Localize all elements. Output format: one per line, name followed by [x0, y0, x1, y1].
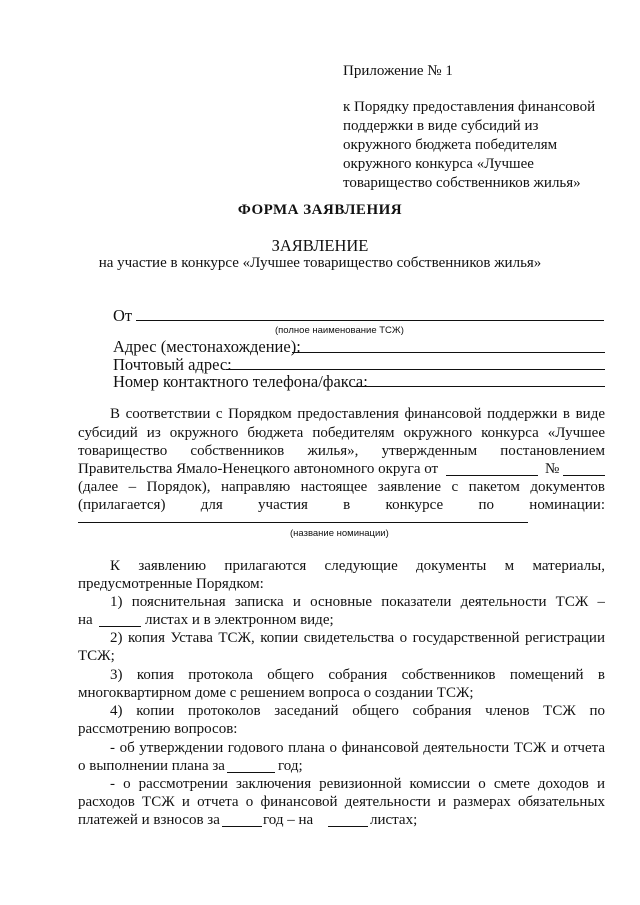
postal-field-line[interactable] — [226, 369, 605, 370]
subitem1-line-1: - об утверждении годового плана о финансовой деятельности ТСЖ и отчета — [110, 740, 605, 756]
decree-number-line[interactable] — [563, 475, 605, 476]
from-field-line[interactable] — [136, 320, 604, 321]
decree-date-line[interactable] — [446, 475, 538, 476]
para2-line-1: К заявлению прилагаются следующие документы м материалы, — [110, 558, 605, 574]
nomination-caption: (название номинации) — [290, 528, 389, 539]
item2-line-1: 2) копия Устава ТСЖ, копии свидетельства о государственной регистрации — [110, 630, 605, 646]
from-caption: (полное наименование ТСЖ) — [275, 325, 404, 336]
form-title: ФОРМА ЗАЯВЛЕНИЯ — [237, 202, 403, 218]
address-label: Адрес (местонахождение): — [113, 337, 301, 356]
appendix-line-1: к Порядку предоставления финансовой — [343, 99, 596, 115]
item3-line-1: 3) копия протокола общего собрания собственников помещений в — [110, 667, 605, 683]
para1-number-sign: № — [545, 461, 560, 477]
appendix-line-3: окружного бюджета победителям — [343, 137, 558, 153]
subitem1-line-2b: год; — [278, 758, 303, 774]
item1-line-1: 1) пояснительная записка и основные показатели деятельности ТСЖ – — [110, 594, 605, 610]
report-year-line[interactable] — [222, 826, 262, 827]
para1-line-3: товарищество собственников жилья», утвержденным постановлением — [78, 443, 605, 459]
para1-line-1: В соответствии с Порядком предоставления финансовой поддержки в виде — [110, 406, 605, 422]
para1-line-5: (далее – Порядок), направляю настоящее заявление с пакетом документов — [78, 479, 605, 495]
appendix-line-5: товарищество собственников жилья» — [343, 175, 581, 191]
para1-line-2: субсидий из окружного бюджета победителям окружного конкурса «Лучшее — [78, 425, 605, 441]
application-title: ЗАЯВЛЕНИЕ — [271, 236, 369, 255]
plan-year-line[interactable] — [227, 772, 275, 773]
subitem2-line-3b: год – на — [263, 812, 314, 828]
appendix-number: Приложение № 1 — [343, 63, 453, 79]
subitem2-line-2: расходов ТСЖ и отчета о финансовой деятельности и размерах обязательных — [78, 794, 605, 810]
postal-label: Почтовый адрес: — [113, 355, 232, 374]
subitem2-line-3c: листах; — [370, 812, 418, 828]
item1-pages-line[interactable] — [99, 626, 141, 627]
subitem2-line-1: - о рассмотрении заключения ревизионной комиссии о смете доходов и — [110, 776, 605, 792]
para2-line-2: предусмотренные Порядком: — [78, 576, 264, 592]
item3-line-2: многоквартирном доме с решением вопроса о создании ТСЖ; — [78, 685, 474, 701]
address-field-line[interactable] — [292, 352, 605, 353]
item4-line-1: 4) копии протоколов заседаний общего собрания членов ТСЖ по — [110, 703, 605, 719]
appendix-line-4: окружного конкурса «Лучшее — [343, 156, 534, 172]
subitem1-line-2a: о выполнении плана за — [78, 758, 225, 774]
phone-label: Номер контактного телефона/факса: — [113, 372, 368, 391]
subitem2-line-3a: платежей и взносов за — [78, 812, 220, 828]
item4-line-2: рассмотрению вопросов: — [78, 721, 238, 737]
nomination-field-line[interactable] — [78, 522, 528, 523]
phone-field-line[interactable] — [354, 386, 605, 387]
from-label: От — [113, 306, 133, 325]
para1-line-6: (прилагается) для участия в конкурсе по номинации: — [78, 497, 605, 513]
appendix-line-2: поддержки в виде субсидий из — [343, 118, 539, 134]
item1-line-2b: листах и в электронном виде; — [145, 612, 334, 628]
application-subtitle: на участие в конкурсе «Лучшее товарищество собственников жилья» — [98, 255, 542, 271]
item2-line-2: ТСЖ; — [78, 648, 115, 664]
report-pages-line[interactable] — [328, 826, 368, 827]
para1-line-4a: Правительства Ямало-Ненецкого автономного округа от — [78, 461, 439, 477]
item1-line-2a: на — [78, 612, 93, 628]
